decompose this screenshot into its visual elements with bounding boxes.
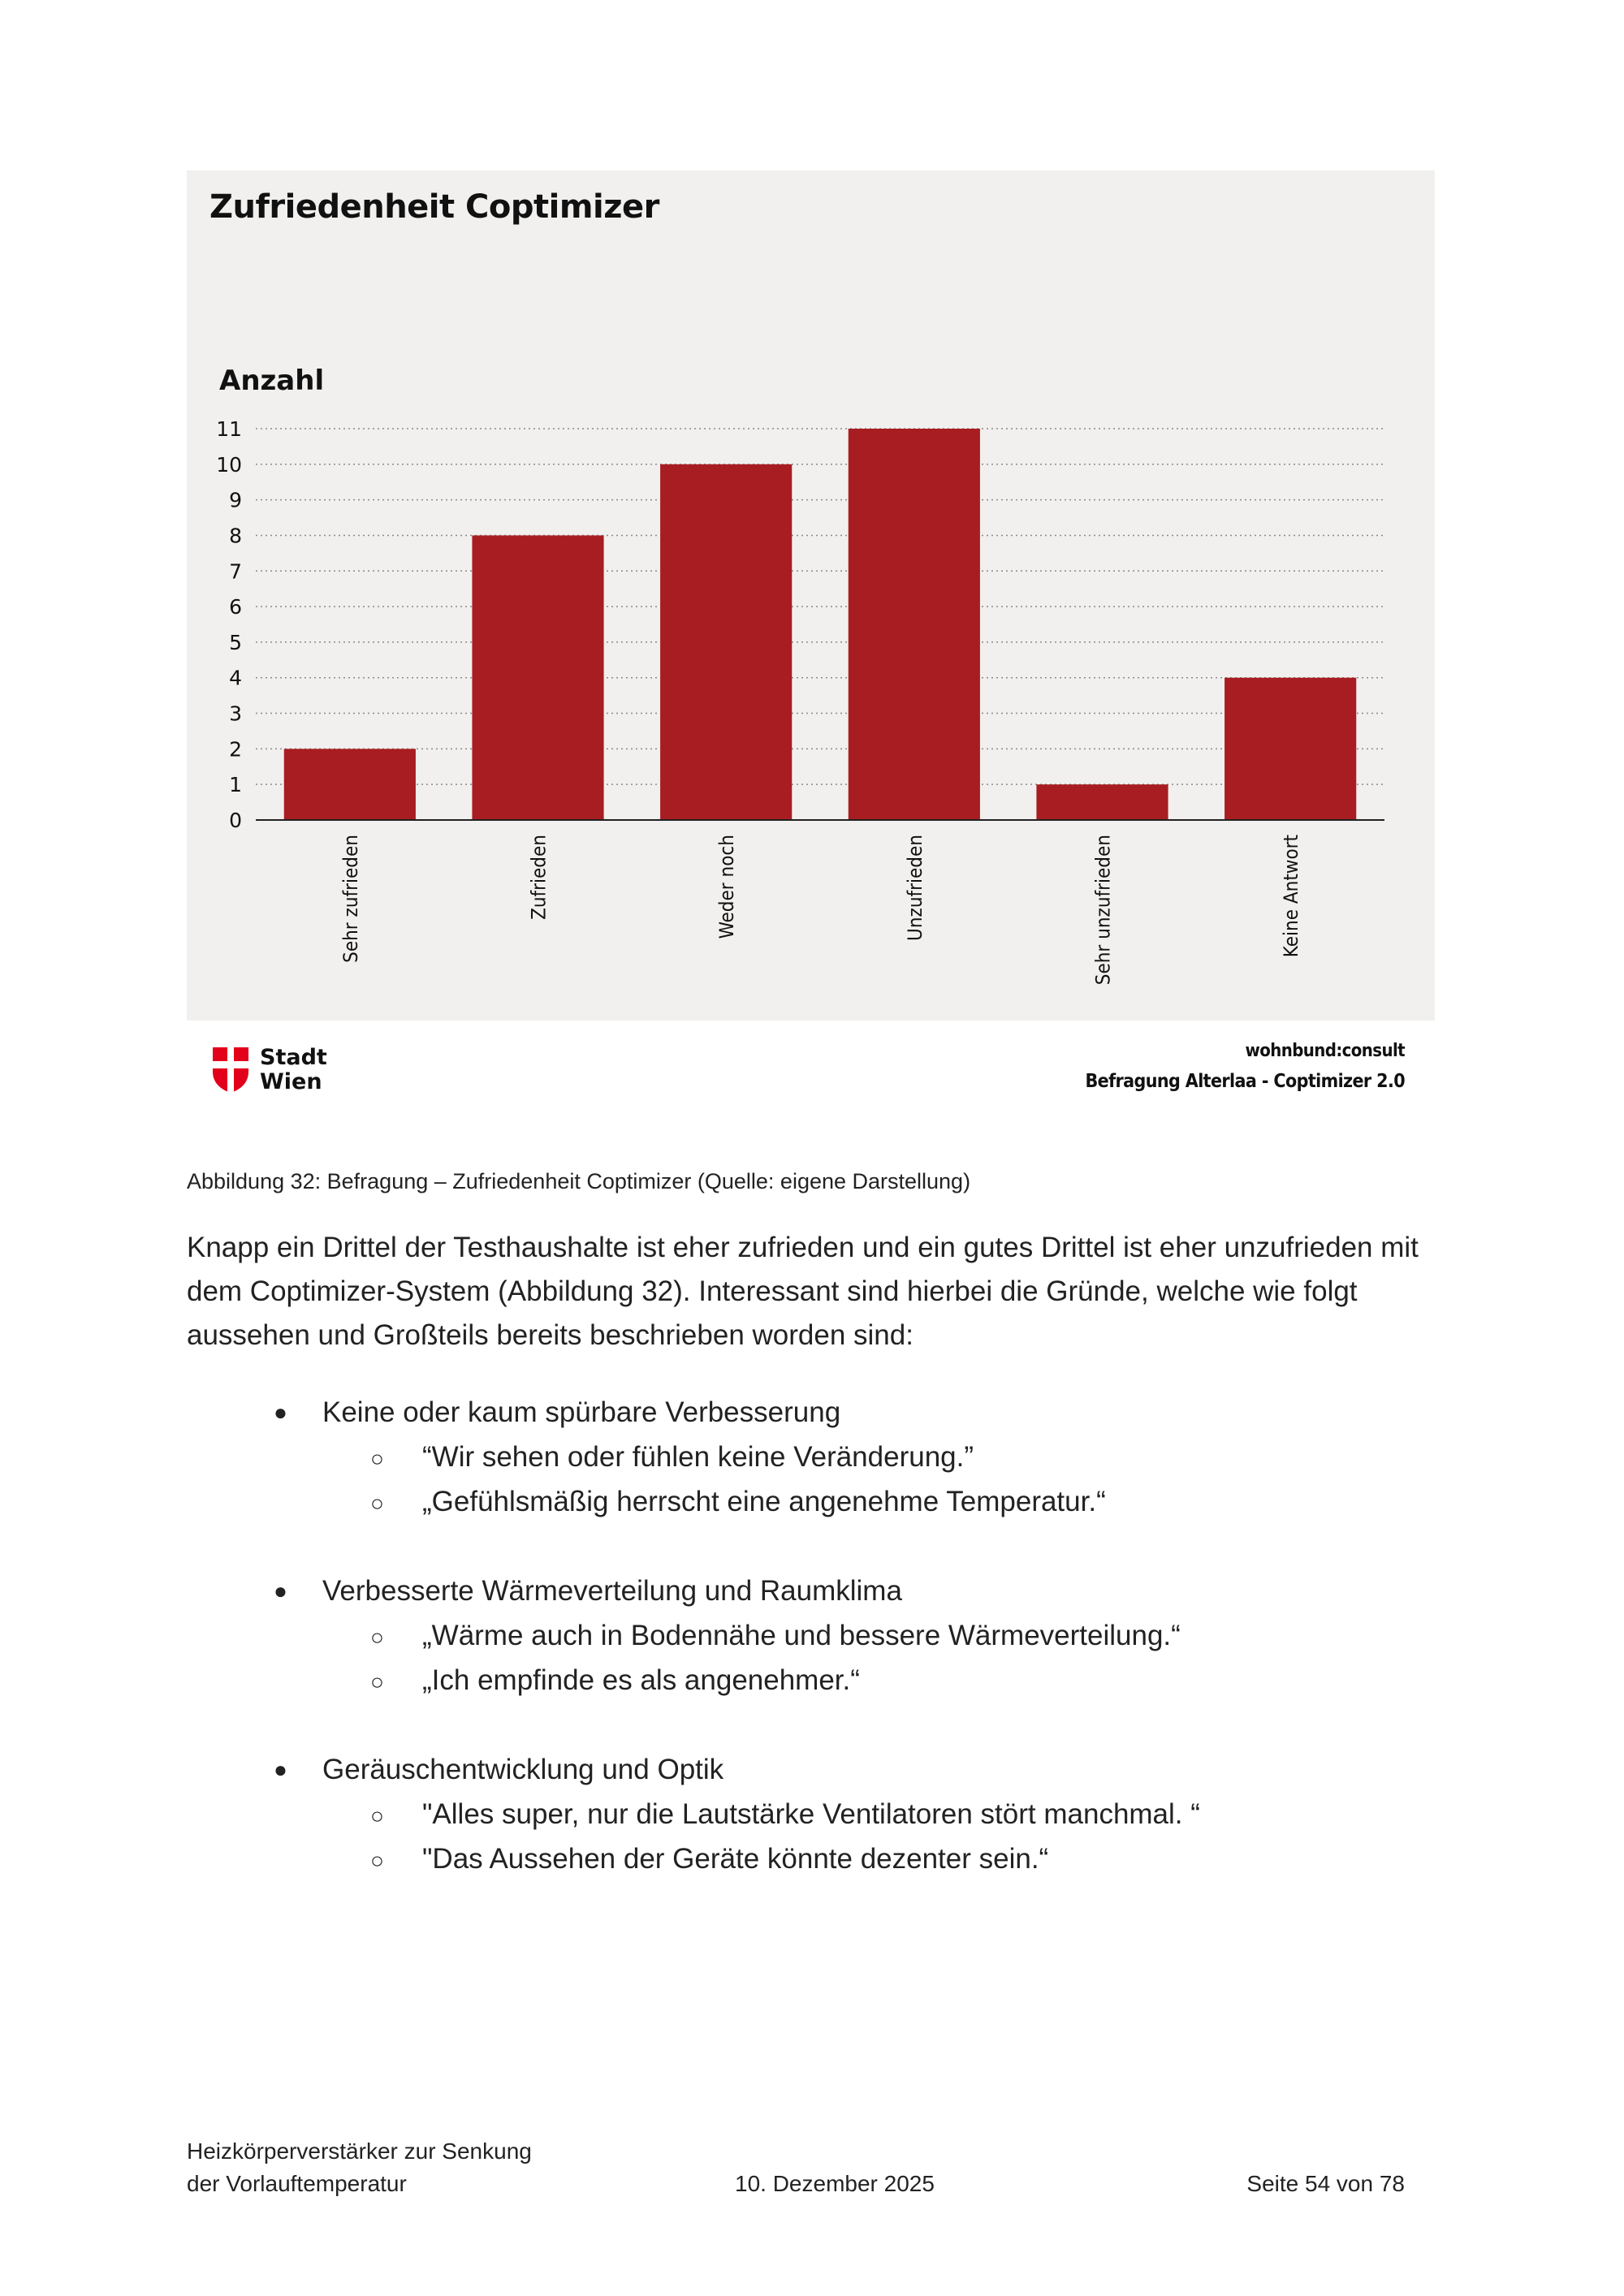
bullet-icon: ● bbox=[274, 1578, 287, 1603]
y-tick-label: 2 bbox=[229, 737, 242, 762]
stadt-wien-logo-icon bbox=[213, 1047, 248, 1093]
figure-caption: Abbildung 32: Befragung – Zufriedenheit Coptimizer (Quelle: eigene Darstellung) bbox=[187, 1169, 971, 1193]
circle-bullet-icon: ○ bbox=[370, 1669, 384, 1694]
footer-title: Heizkörperverstärker zur Senkung der Vorlauftemperatur bbox=[187, 2138, 532, 2196]
logo-text: Stadt Wien bbox=[260, 1045, 327, 1094]
bar bbox=[660, 464, 792, 820]
circle-bullet-icon: ○ bbox=[370, 1491, 384, 1516]
y-tick-label: 5 bbox=[229, 630, 242, 654]
credit-survey: Befragung Alterlaa - Coptimizer 2.0 bbox=[1085, 1071, 1405, 1092]
circle-bullet-icon: ○ bbox=[370, 1803, 384, 1828]
y-tick-label: 10 bbox=[216, 452, 242, 477]
bullet-icon: ● bbox=[274, 1757, 287, 1782]
bullet-icon: ● bbox=[274, 1400, 287, 1425]
circle-bullet-icon: ○ bbox=[370, 1848, 384, 1873]
y-tick-label: 4 bbox=[229, 666, 242, 690]
x-tick-label: Weder noch bbox=[715, 835, 739, 939]
y-tick-label: 7 bbox=[229, 559, 242, 584]
x-tick-label: Sehr zufrieden bbox=[339, 835, 362, 963]
y-tick-label: 9 bbox=[229, 488, 242, 512]
bar bbox=[1224, 678, 1356, 820]
body-paragraph: Knapp ein Drittel der Testhaushalte ist eher zufrieden und ein gutes Drittel ist eher unzufrieden mit dem Coptimizer-System (Abbildung 32). Interessant sind hierbei die Gründe, welche wie folgt aussehen und Großteils bereits beschrieben worden sind: bbox=[187, 1232, 1419, 1351]
y-tick-label: 6 bbox=[229, 595, 242, 619]
y-axis-label: Anzahl bbox=[219, 365, 325, 397]
bar bbox=[1036, 784, 1168, 820]
circle-bullet-icon: ○ bbox=[370, 1625, 384, 1650]
credit-org: wohnbund:consult bbox=[1245, 1041, 1405, 1061]
bar-chart bbox=[187, 170, 1435, 1021]
y-tick-label: 8 bbox=[229, 524, 242, 548]
y-tick-label: 0 bbox=[229, 809, 242, 832]
chart-title: Zufriedenheit Coptimizer bbox=[209, 188, 659, 226]
x-tick-label: Unzufrieden bbox=[903, 835, 926, 941]
x-tick-label: Zufrieden bbox=[527, 835, 551, 920]
y-tick-label: 3 bbox=[229, 701, 242, 726]
y-tick-label: 11 bbox=[216, 417, 242, 441]
bar bbox=[284, 749, 416, 820]
footer-date: 10. Dezember 2025 bbox=[735, 2171, 935, 2196]
bar bbox=[472, 535, 603, 820]
x-tick-label: Keine Antwort bbox=[1280, 835, 1303, 958]
bar bbox=[849, 429, 980, 820]
x-tick-label: Sehr unzufrieden bbox=[1091, 835, 1115, 986]
figure-credit bbox=[1086, 1038, 1405, 1098]
y-tick-label: 1 bbox=[229, 773, 242, 797]
footer-page-number: Seite 54 von 78 bbox=[1246, 2171, 1405, 2196]
circle-bullet-icon: ○ bbox=[370, 1446, 384, 1471]
chart-figure bbox=[187, 170, 1435, 1021]
